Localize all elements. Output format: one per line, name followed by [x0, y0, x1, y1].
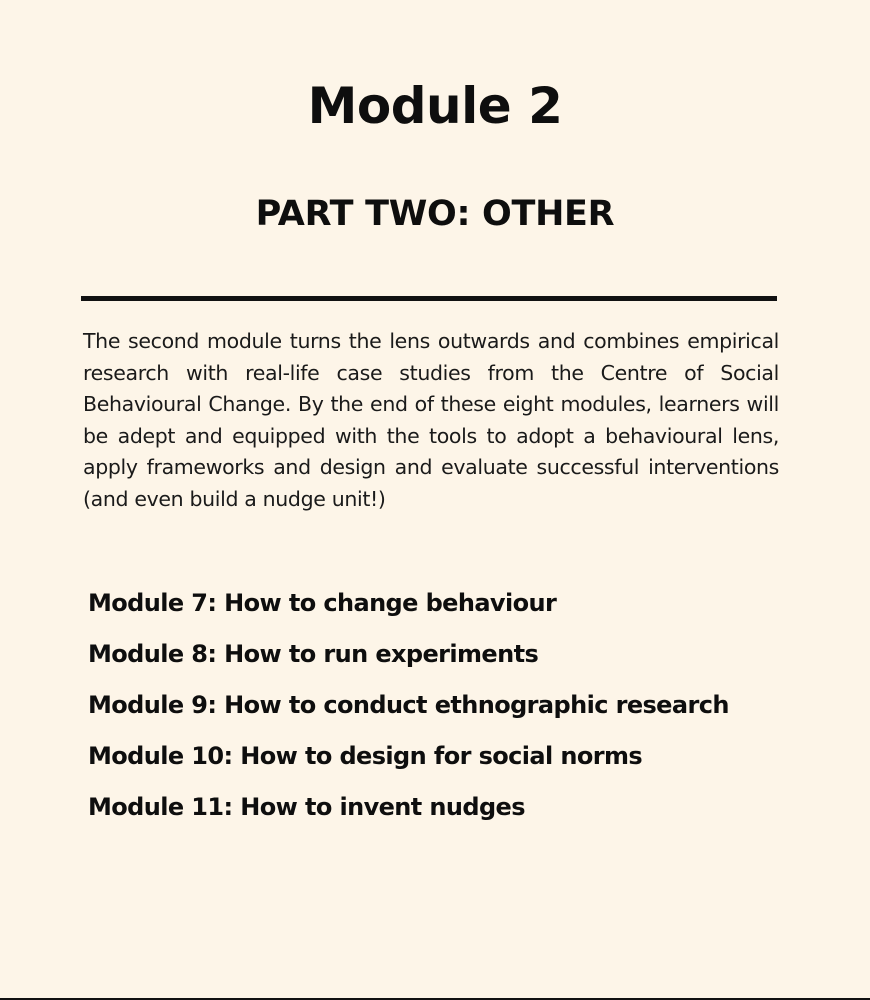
module-item-8: Module 8: How to run experiments: [88, 640, 539, 668]
module-item-10: Module 10: How to design for social norms: [88, 742, 643, 770]
section-divider: [81, 296, 777, 301]
page-title: Module 2: [307, 77, 563, 135]
intro-paragraph: The second module turns the lens outwards and combines empirical research with real-life case studies from the Centre of Social Behavioural Change. By the end of these eight modules, learners will be adept and equipped with the tools to adopt a behavioural lens, apply frameworks and design and evaluate successful interventions (and even build a nudge unit!): [83, 329, 779, 511]
module-item-11: Module 11: How to invent nudges: [88, 793, 525, 821]
module-item-7: Module 7: How to change behaviour: [88, 589, 557, 617]
module-item-9: Module 9: How to conduct ethnographic research: [88, 691, 729, 719]
page-subtitle: PART TWO: OTHER: [255, 194, 615, 234]
module-list: [88, 578, 808, 833]
